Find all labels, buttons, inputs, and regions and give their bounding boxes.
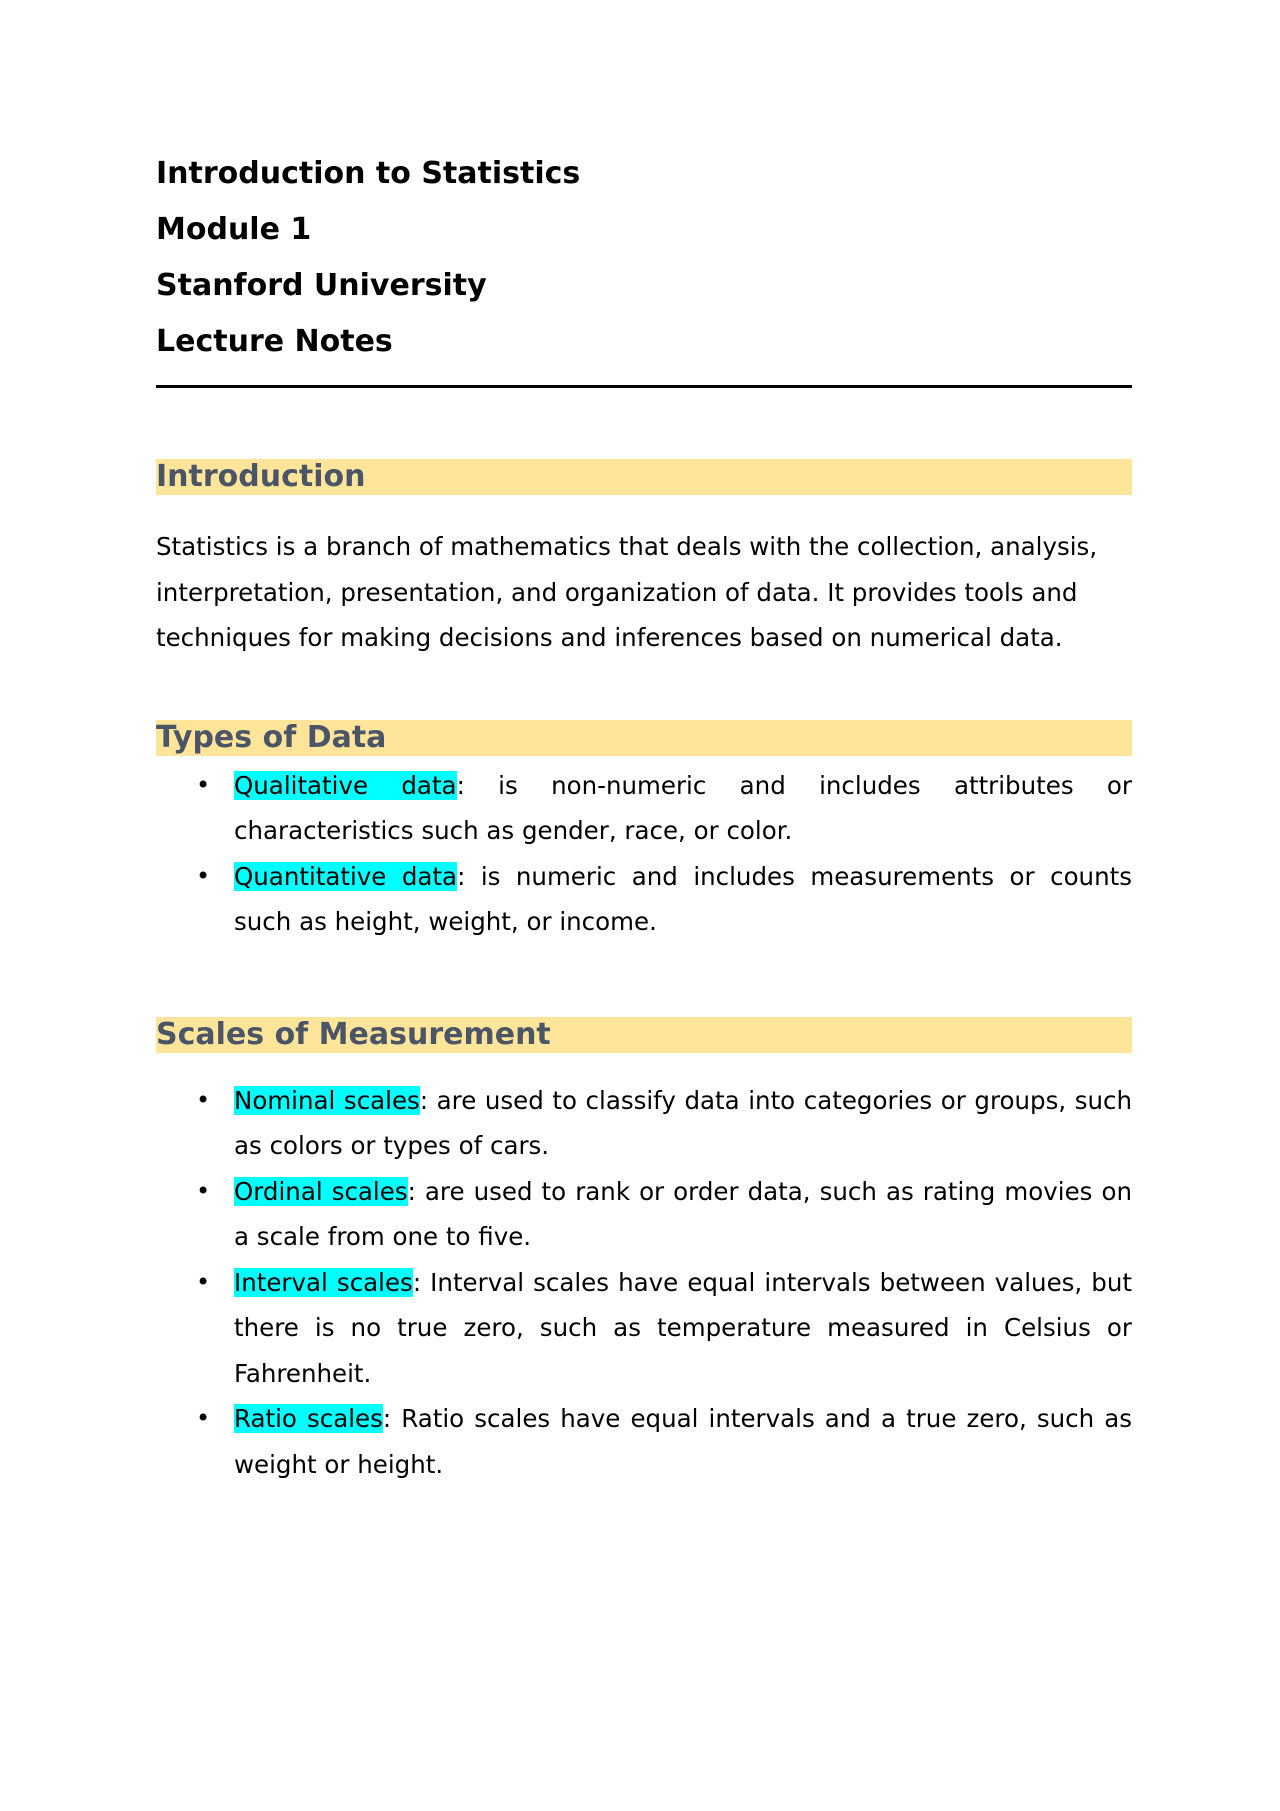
- term-highlight: Interval scales: [234, 1267, 413, 1297]
- document-page: [156, 146, 1140, 1487]
- list-item: [156, 1078, 1140, 1169]
- bullet-icon: •: [196, 770, 211, 799]
- types-of-data-list: [156, 763, 1140, 945]
- module-label: Module 1: [156, 212, 312, 247]
- list-item: [156, 1396, 1140, 1487]
- bullet-icon: •: [196, 1267, 211, 1296]
- list-item: [156, 1169, 1140, 1260]
- course-title: Introduction to Statistics: [156, 156, 581, 191]
- term-highlight: Ratio scales: [234, 1404, 383, 1433]
- term-description: : are used to rank or order data, such as rating movies on a scale from one to five.: [234, 1176, 1140, 1251]
- term-description: : is numeric and includes measurements or counts such as height, weight, or income.: [234, 861, 1140, 936]
- bullet-icon: •: [196, 1085, 211, 1114]
- list-item: [156, 1260, 1140, 1397]
- term-highlight: Quantitative data: [234, 861, 458, 891]
- introduction-paragraph: Statistics is a branch of mathematics that deals with the collection, analysis, interpretation, presentation, and organization of data. It provides tools and techniques for making decisions and inferences based on numerical data.: [156, 532, 1098, 652]
- section-heading-introduction: Introduction: [156, 459, 1132, 495]
- list-item: [156, 763, 1140, 854]
- bullet-icon: •: [196, 1176, 211, 1205]
- document-type: Lecture Notes: [156, 324, 393, 359]
- header-divider: [156, 385, 1132, 388]
- section-heading-scales-of-measurement: Scales of Measurement: [156, 1017, 1132, 1053]
- bullet-icon: •: [196, 861, 211, 890]
- document-header: [156, 146, 1132, 370]
- term-highlight: Nominal scales: [234, 1085, 420, 1115]
- section-heading-types-of-data: Types of Data: [156, 720, 1132, 756]
- term-highlight: Ordinal scales: [234, 1176, 408, 1206]
- institution-name: Stanford University: [156, 268, 487, 303]
- term-description: : Interval scales have equal intervals between values, but there is no true zero, such as temperature measured in Celsius or Fahrenheit.: [234, 1267, 1140, 1388]
- term-highlight: Qualitative data: [234, 770, 457, 800]
- term-description: : Ratio scales have equal intervals and a true zero, such as weight or height.: [234, 1404, 1140, 1479]
- scales-list: [156, 1078, 1140, 1488]
- list-item: [156, 854, 1140, 945]
- term-description: : is non-numeric and includes attributes or characteristics such as gender, race, or color.: [234, 770, 1140, 845]
- term-description: : are used to classify data into categories or groups, such as colors or types of cars.: [234, 1085, 1140, 1160]
- bullet-icon: •: [196, 1404, 211, 1432]
